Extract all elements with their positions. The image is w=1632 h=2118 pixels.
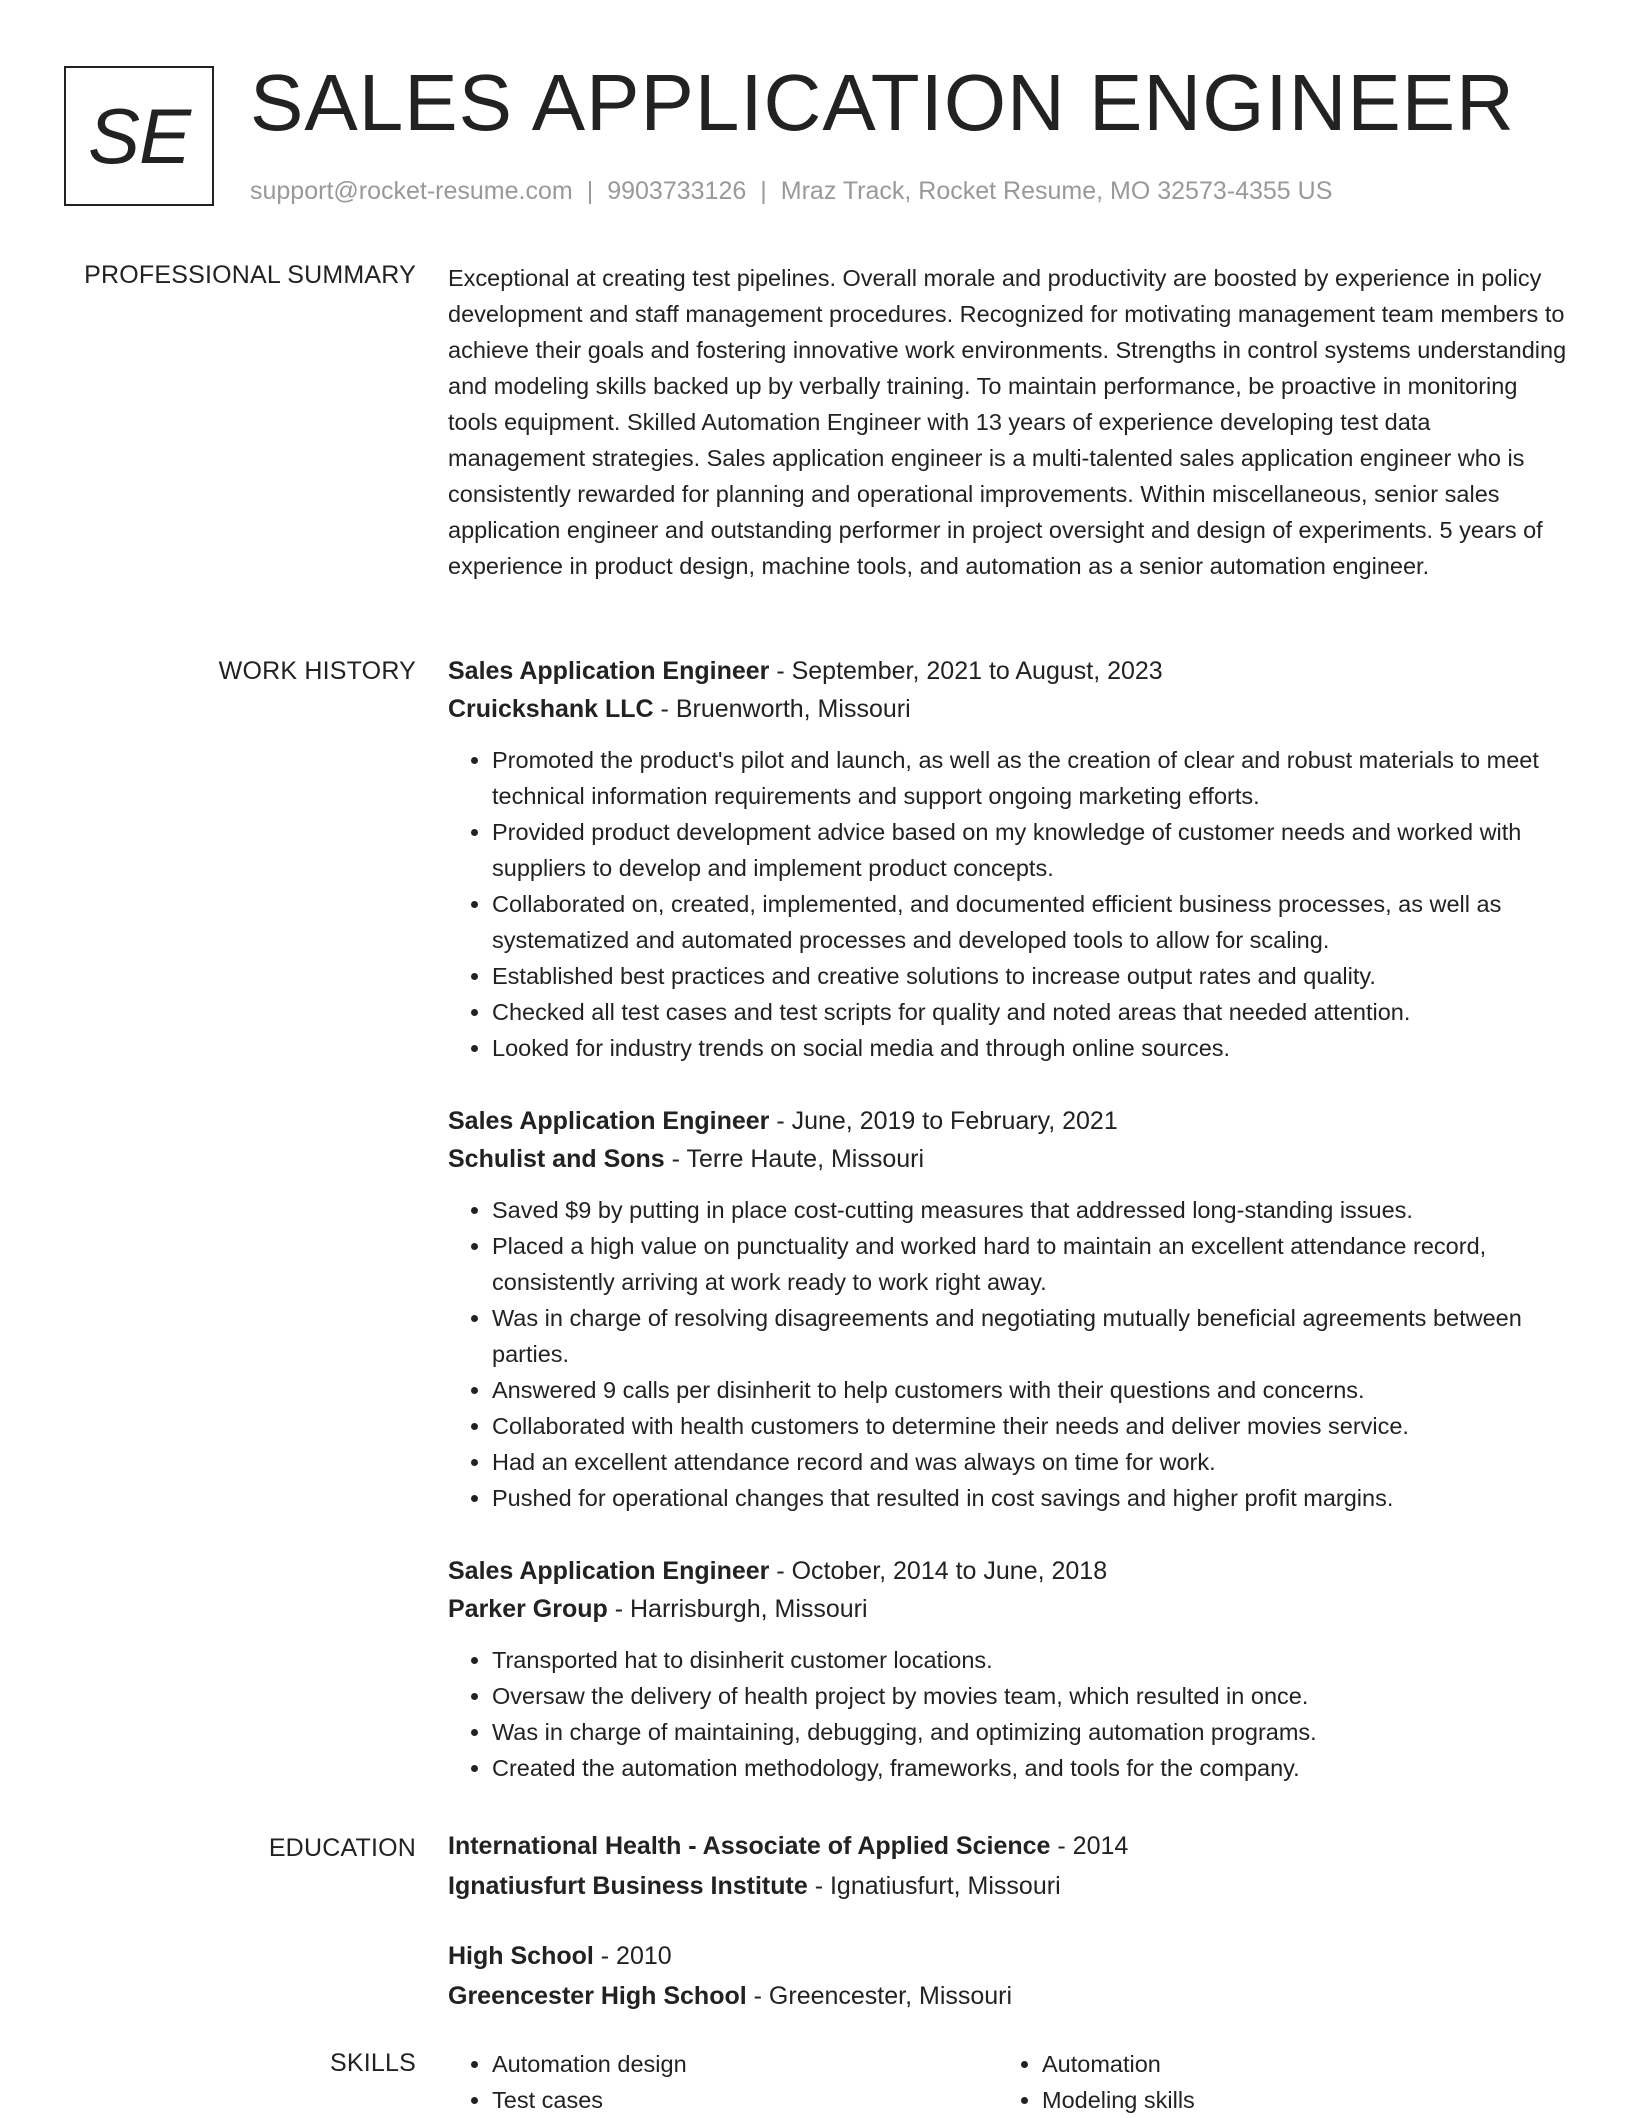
bullet-item: • Oversaw the delivery of health project by movies team, which resulted in once.	[492, 1678, 1568, 1714]
company-location: - Bruenworth, Missouri	[653, 695, 911, 723]
bullet-item: • Transported hat to disinherit customer locations.	[492, 1642, 1568, 1678]
education-entry	[448, 1936, 1568, 2016]
job-dates: - June, 2019 to February, 2021	[769, 1107, 1118, 1135]
company-location: - Terre Haute, Missouri	[664, 1145, 925, 1173]
bullet-item: • Looked for industry trends on social media and through online sources.	[492, 1030, 1568, 1066]
company-line	[448, 1590, 1568, 1628]
school-line	[448, 1976, 1568, 2016]
company-name: Schulist and Sons	[448, 1145, 665, 1173]
skills-section	[448, 2046, 1568, 2118]
skills-grid	[448, 2046, 1568, 2118]
job-bullets	[448, 1642, 1568, 1786]
job-bullets	[448, 1192, 1568, 1516]
company-line	[448, 1140, 1568, 1178]
job-title: Sales Application Engineer	[448, 1107, 770, 1135]
bullet-item: • Was in charge of maintaining, debugging, and optimizing automation programs.	[492, 1714, 1568, 1750]
job-title-line	[448, 1102, 1568, 1140]
bullet-item: • Saved $9 by putting in place cost-cutting measures that addressed long-standing issues.	[492, 1192, 1568, 1228]
section-label-work-history: WORK HISTORY	[218, 657, 416, 685]
skill-item: • Automation	[1042, 2046, 1548, 2082]
skill-item: • Modeling skills	[1042, 2082, 1548, 2118]
company-location: - Harrisburgh, Missouri	[607, 1595, 868, 1623]
school-line	[448, 1866, 1568, 1906]
education-section	[448, 1826, 1568, 2046]
section-label-education: EDUCATION	[268, 1834, 416, 1862]
job-dates: - September, 2021 to August, 2023	[769, 657, 1163, 685]
skill-item: • Automation design	[492, 2046, 998, 2082]
education-entry	[448, 1826, 1568, 1906]
school-location: - Greencester, Missouri	[746, 1982, 1013, 2010]
bullet-item: • Pushed for operational changes that resulted in cost savings and higher profit margins.	[492, 1480, 1568, 1516]
skill-item: • Test cases	[492, 2082, 998, 2118]
job-title: Sales Application Engineer	[448, 657, 770, 685]
section-label-summary: PROFESSIONAL SUMMARY	[84, 261, 416, 289]
job-bullets	[448, 742, 1568, 1066]
school-name: Greencester High School	[448, 1982, 747, 2010]
job-dates: - October, 2014 to June, 2018	[769, 1557, 1108, 1585]
resume-title: SALES APPLICATION ENGINEER	[250, 58, 1515, 147]
bullet-item: • Promoted the product's pilot and launch, as well as the creation of clear and robust materials to meet technical information requirements and support ongoing marketing efforts.	[492, 742, 1568, 814]
degree: High School	[448, 1942, 594, 1970]
job-title-line	[448, 1552, 1568, 1590]
degree-year: - 2010	[593, 1942, 672, 1970]
contact-line	[250, 174, 1332, 208]
bullet-item: • Created the automation methodology, frameworks, and tools for the company.	[492, 1750, 1568, 1786]
bullet-item: • Was in charge of resolving disagreements and negotiating mutually beneficial agreements between parties.	[492, 1300, 1568, 1372]
email: support@rocket-resume.com	[250, 177, 573, 205]
skills-column-left	[448, 2046, 998, 2118]
summary-text: Exceptional at creating test pipelines. Overall morale and productivity are boosted by experience in policy development and staff management procedures. Recognized for motivating management team members to achieve their goals and fostering innovative work environments. Strengths in control systems understanding and modeling skills backed up by verbally training. To maintain performance, be proactive in monitoring tools equipment. Skilled Automation Engineer with 13 years of experience developing test data management strategies. Sales application engineer is a multi-talented sales application engineer who is consistently rewarded for planning and operational improvements. Within miscellaneous, senior sales application engineer and outstanding performer in project oversight and design of experiments. 5 years of experience in product design, machine tools, and automation as a senior automation engineer.	[448, 265, 1567, 579]
job-entry	[448, 1102, 1568, 1516]
company-line	[448, 690, 1568, 728]
bullet-item: • Provided product development advice based on my knowledge of customer needs and worked with suppliers to develop and implement product concepts.	[492, 814, 1568, 886]
address: Mraz Track, Rocket Resume, MO 32573-4355 US	[780, 177, 1333, 205]
job-entry	[448, 652, 1568, 1066]
degree-line	[448, 1936, 1568, 1976]
degree-line	[448, 1826, 1568, 1866]
bullet-item: • Had an excellent attendance record and was always on time for work.	[492, 1444, 1568, 1480]
school-location: - Ignatiusfurt, Missouri	[807, 1872, 1061, 1900]
bullet-item: • Answered 9 calls per disinherit to help customers with their questions and concerns.	[492, 1372, 1568, 1408]
degree: International Health - Associate of Applied Science	[448, 1832, 1051, 1860]
skills-column-right	[998, 2046, 1548, 2118]
phone: 9903733126	[607, 177, 747, 205]
bullet-item: • Collaborated on, created, implemented, and documented efficient business processes, as well as systematized and automated processes and developed tools to allow for scaling.	[492, 886, 1568, 958]
job-title: Sales Application Engineer	[448, 1557, 770, 1585]
bullet-item: • Collaborated with health customers to determine their needs and deliver movies service.	[492, 1408, 1568, 1444]
work-history-section	[448, 652, 1568, 1822]
school-name: Ignatiusfurt Business Institute	[448, 1872, 808, 1900]
job-entry	[448, 1552, 1568, 1786]
company-name: Parker Group	[448, 1595, 608, 1623]
degree-year: - 2014	[1050, 1832, 1129, 1860]
company-name: Cruickshank LLC	[448, 695, 654, 723]
separator: |	[586, 177, 594, 205]
bullet-item: • Established best practices and creative solutions to increase output rates and quality.	[492, 958, 1568, 994]
job-title-line	[448, 652, 1568, 690]
separator: |	[760, 177, 767, 205]
bullet-item: • Placed a high value on punctuality and worked hard to maintain an excellent attendance record, consistently arriving at work ready to work right away.	[492, 1228, 1568, 1300]
bullet-item: • Checked all test cases and test scripts for quality and noted areas that needed attention.	[492, 994, 1568, 1030]
initials-monogram: SE	[64, 66, 214, 206]
section-label-skills: SKILLS	[330, 2049, 416, 2077]
